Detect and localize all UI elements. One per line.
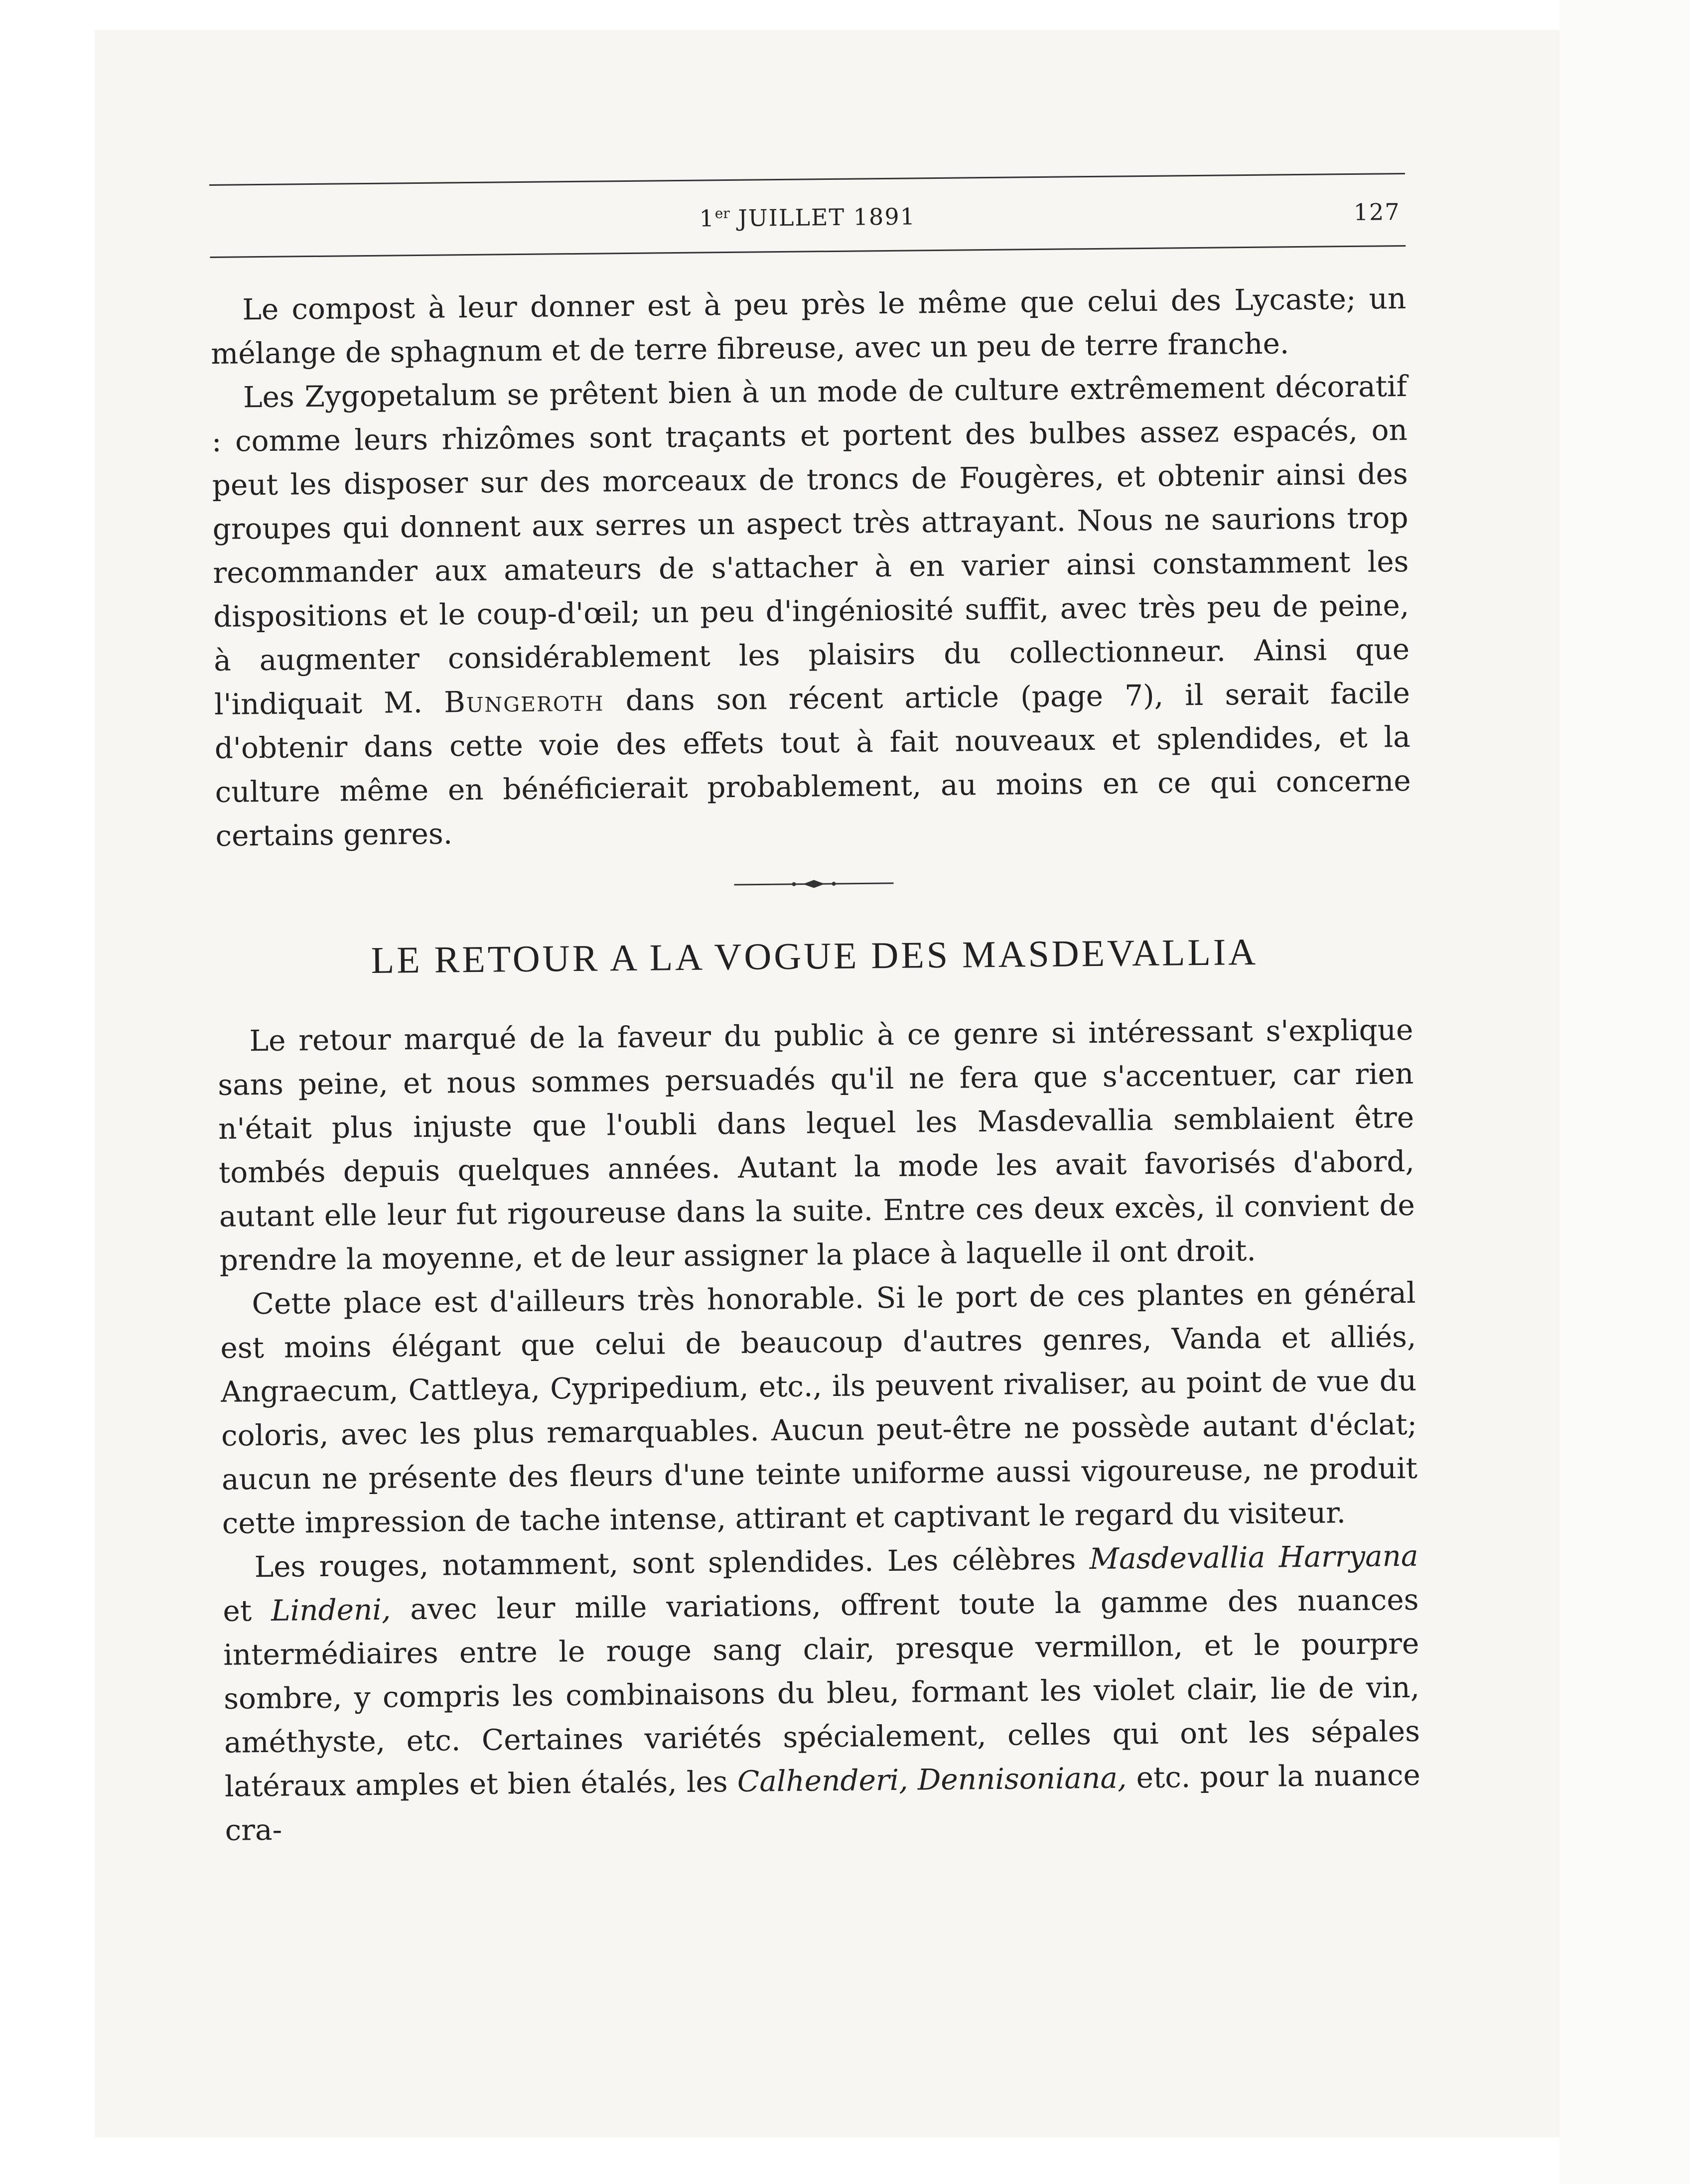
scan-margin bbox=[1559, 0, 1690, 2184]
paragraph: Cette place est d'ailleurs très honorable. Si le port de ces plantes en général est moins élégant que celui de beaucoup d'autres genres, Vanda et alliés, Angraecum, Cattleya, Cypripedium, etc., ils peuvent rivaliser, au point de vue du coloris, avec les plus remarquables. Aucun peut-être ne possède autant d'éclat; aucun ne présente des fleurs d'une teinte uniforme aussi vigoureuse, ne produit cette impression de tache intense, attirant et captivant le regard du visiteur. bbox=[220, 1275, 1418, 1540]
paragraph bbox=[211, 364, 1411, 858]
species-name: Calhenderi, Dennisoniana, bbox=[737, 1761, 1127, 1798]
paragraph: Le retour marqué de la faveur du public à ce genre si intéressant s'explique sans peine, et nous sommes persuadés qu'il ne fera que s'accentuer, car rien n'était plus injuste que l'oubli dans lequel les Masdevallia semblaient être tombés depuis quelques années. Autant la mode les avait favorisés d'abord, autant elle leur fut rigoureuse dans la suite. Entre ces deux excès, il convient de prendre la moyenne, et de leur assigner la place à laquelle il ont droit. bbox=[218, 1012, 1415, 1277]
section-body bbox=[217, 1008, 1421, 1852]
author-name: Bungeroth bbox=[443, 683, 604, 719]
text-run: avec leur mille variations, offrent toute la gamme des nuances intermédiaires entre le rouge sang clair, presque vermillon, et le pourpre sombre, y compris les combinaisons du bleu, formant les violet clair, lie de vin, améthyste, etc. Certaines variétés spécialement, celles qui ont les sépales latéraux amples et bien étalés, les bbox=[223, 1582, 1420, 1803]
running-head bbox=[209, 186, 1406, 258]
text-run: etc. pour la nuance cra- bbox=[225, 1758, 1421, 1847]
text-run: Les rouges, notamment, sont splendides. Les célèbres bbox=[254, 1542, 1076, 1584]
header-date-day: 1 bbox=[699, 205, 715, 232]
species-name: Lindeni, bbox=[271, 1592, 391, 1628]
section-divider-ornament bbox=[734, 873, 893, 895]
text-run: Les Zygopetalum se prêtent bien à un mode de culture extrêmement décoratif : comme leurs rhizômes sont traçants et portent des bulbes assez espacés, on peut les disposer sur des morceaux de troncs de Fougères, et obtenir ainsi des groupes qui donnent aux serres un aspect très attrayant. Nous ne saurions trop recommander aux amateurs de s'attacher à en varier ainsi constamment les dispositions et le coup-d'œil; un peu d'ingéniosité suffit, avec très peu de peine, à augmenter considérablement les plaisirs du collectionneur. Ainsi que l'indiquait M. bbox=[211, 369, 1410, 721]
header-date-ordinal: er bbox=[714, 205, 730, 222]
section-title: LE RETOUR A LA VOGUE DES MASDEVALLIA bbox=[371, 931, 1259, 981]
page-number: 127 bbox=[1353, 198, 1401, 226]
intro-text bbox=[210, 276, 1411, 858]
header-date bbox=[209, 198, 1405, 237]
text-run: et bbox=[223, 1594, 252, 1628]
species-name: Masdevallia Harryana bbox=[1089, 1538, 1418, 1576]
paragraph: Le compost à leur donner est à peu près le même que celui des Lycaste; un mélange de sphagnum et de terre fibreuse, avec un peu de terre franche. bbox=[210, 281, 1407, 371]
header-date-month-year: JUILLET 1891 bbox=[729, 203, 916, 232]
text-run: dans son récent article (page 7), il serait facile d'obtenir dans cette voie des effets tout à fait nouveaux et splendides, et la culture même en bénéficierait probablement, au moins en ce qui concerne certains genres. bbox=[214, 676, 1411, 853]
paragraph bbox=[222, 1534, 1421, 1852]
book-page bbox=[209, 173, 1421, 1852]
